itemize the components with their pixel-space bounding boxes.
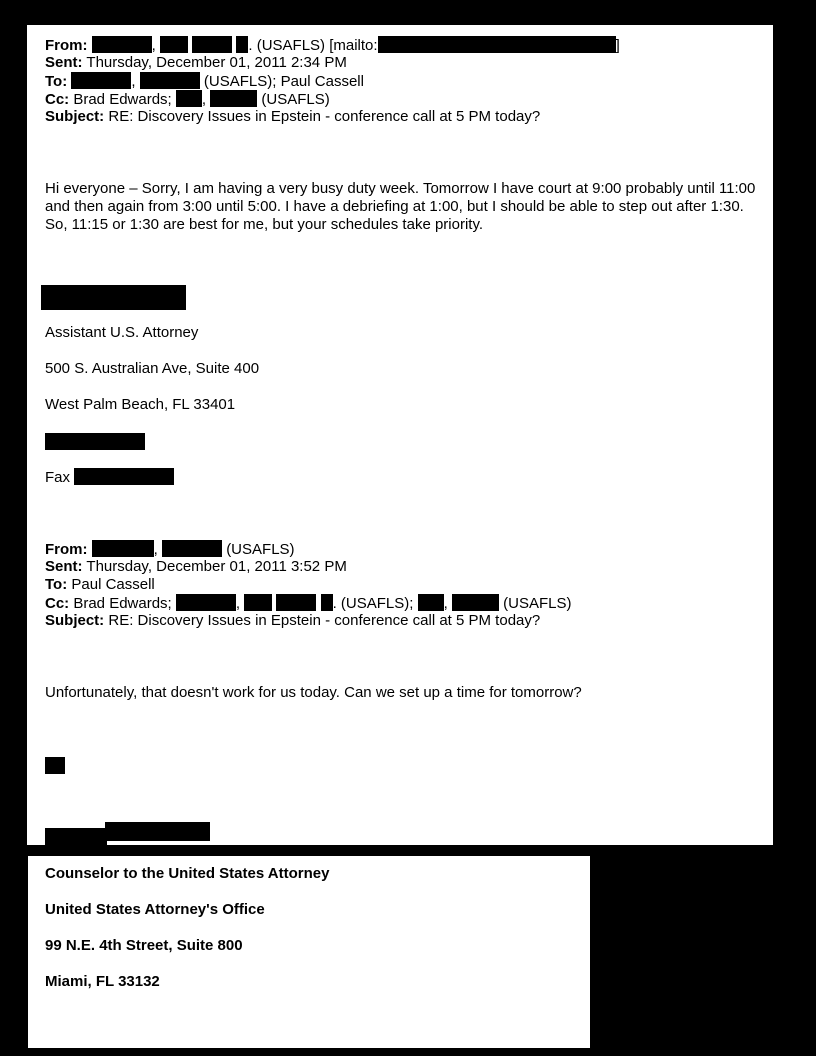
email1-to-rest: (USAFLS); Paul Cassell bbox=[203, 73, 364, 90]
redaction bbox=[41, 285, 186, 310]
email1-body: Hi everyone – Sorry, I am having a very busy duty week. Tomorrow I have court at 9:00 probably until 11:00 and then again from 3:00 until 5:00. I have a debriefing at 1:00, but I should be able to step out after 1:30. So, 11:15 or 1:30 are best for me, but your schedules take priority. bbox=[45, 180, 756, 233]
email1-sent-label: Sent: bbox=[45, 54, 83, 71]
email2-cc-label: Cc: bbox=[45, 595, 70, 612]
email2-to-line bbox=[45, 576, 155, 594]
sig-title: Assistant U.S. Attorney bbox=[45, 324, 199, 341]
email1-subject-value: RE: Discovery Issues in Epstein - conference call at 5 PM today? bbox=[108, 108, 541, 125]
email2-sent-value: Thursday, December 01, 2011 3:52 PM bbox=[86, 558, 347, 575]
signature-line2: United States Attorney's Office bbox=[45, 901, 265, 918]
sig-address1: 500 S. Australian Ave, Suite 400 bbox=[45, 360, 260, 377]
redaction bbox=[176, 90, 202, 107]
email2-subject-value: RE: Discovery Issues in Epstein - conference call at 5 PM today? bbox=[108, 612, 541, 629]
redaction bbox=[45, 828, 107, 845]
redaction bbox=[160, 36, 188, 53]
email1-cc-c: (USAFLS) bbox=[261, 91, 330, 108]
signature-line1: Counselor to the United States Attorney bbox=[45, 865, 330, 882]
email2-body: Unfortunately, that doesn't work for us today. Can we set up a time for tomorrow? bbox=[45, 684, 582, 701]
email2-cc-b: , bbox=[235, 595, 241, 612]
email2-cc-line bbox=[45, 594, 571, 613]
email1-to-sep: , bbox=[131, 73, 136, 90]
redaction bbox=[45, 757, 65, 774]
email2-from-label: From: bbox=[45, 541, 88, 558]
email2-subject-label: Subject: bbox=[45, 612, 105, 629]
redaction bbox=[162, 540, 222, 557]
email2-from-line bbox=[45, 540, 295, 559]
redaction bbox=[71, 72, 131, 89]
email1-from-sep: , bbox=[151, 37, 156, 54]
redaction bbox=[236, 36, 248, 53]
email1-from-org: . (USAFLS) [mailto: bbox=[248, 37, 378, 54]
email2-cc-d: , bbox=[443, 595, 448, 612]
email1-subject-label: Subject: bbox=[45, 108, 105, 125]
redaction bbox=[74, 468, 174, 485]
redaction bbox=[45, 433, 145, 450]
email1-subject-line bbox=[45, 108, 540, 126]
signature-line3: 99 N.E. 4th Street, Suite 800 bbox=[45, 937, 243, 954]
redaction bbox=[176, 594, 236, 611]
email1-sent-value: Thursday, December 01, 2011 2:34 PM bbox=[86, 54, 347, 71]
sig-fax-label: Fax bbox=[45, 469, 71, 486]
email2-cc-e: (USAFLS) bbox=[503, 595, 572, 612]
email2-from-org: (USAFLS) bbox=[226, 541, 295, 558]
email1-to-label: To: bbox=[45, 73, 68, 90]
redaction bbox=[418, 594, 444, 611]
email1-to-line bbox=[45, 72, 364, 91]
email2-subject-line bbox=[45, 612, 540, 630]
redaction bbox=[92, 540, 154, 557]
document-page bbox=[27, 25, 773, 845]
redaction bbox=[105, 822, 210, 841]
signature-line4: Miami, FL 33132 bbox=[45, 973, 160, 990]
email1-cc-a: Brad Edwards; bbox=[73, 91, 172, 108]
redaction bbox=[192, 36, 232, 53]
email1-sent-line bbox=[45, 54, 347, 72]
email1-from-line bbox=[45, 36, 620, 55]
email1-cc-line bbox=[45, 90, 330, 109]
email1-from-close: ] bbox=[615, 37, 620, 54]
email1-cc-b: , bbox=[201, 91, 207, 108]
email2-sent-label: Sent: bbox=[45, 558, 83, 575]
redaction bbox=[452, 594, 499, 611]
redaction bbox=[210, 90, 257, 107]
redaction bbox=[276, 594, 316, 611]
redaction bbox=[244, 594, 272, 611]
redaction bbox=[140, 72, 200, 89]
email2-to-value: Paul Cassell bbox=[71, 576, 155, 593]
sig-address2: West Palm Beach, FL 33401 bbox=[45, 396, 236, 413]
redaction bbox=[92, 36, 152, 53]
email1-from-label: From: bbox=[45, 37, 88, 54]
email2-cc-c: . (USAFLS); bbox=[332, 595, 414, 612]
email2-cc-a: Brad Edwards; bbox=[73, 595, 172, 612]
email2-from-sep: , bbox=[153, 541, 158, 558]
email2-to-label: To: bbox=[45, 576, 68, 593]
sig-fax-line bbox=[45, 468, 174, 487]
email2-sent-line bbox=[45, 558, 347, 576]
signature-box bbox=[28, 856, 590, 1048]
redaction bbox=[378, 36, 616, 53]
email1-cc-label: Cc: bbox=[45, 91, 70, 108]
redaction bbox=[321, 594, 333, 611]
